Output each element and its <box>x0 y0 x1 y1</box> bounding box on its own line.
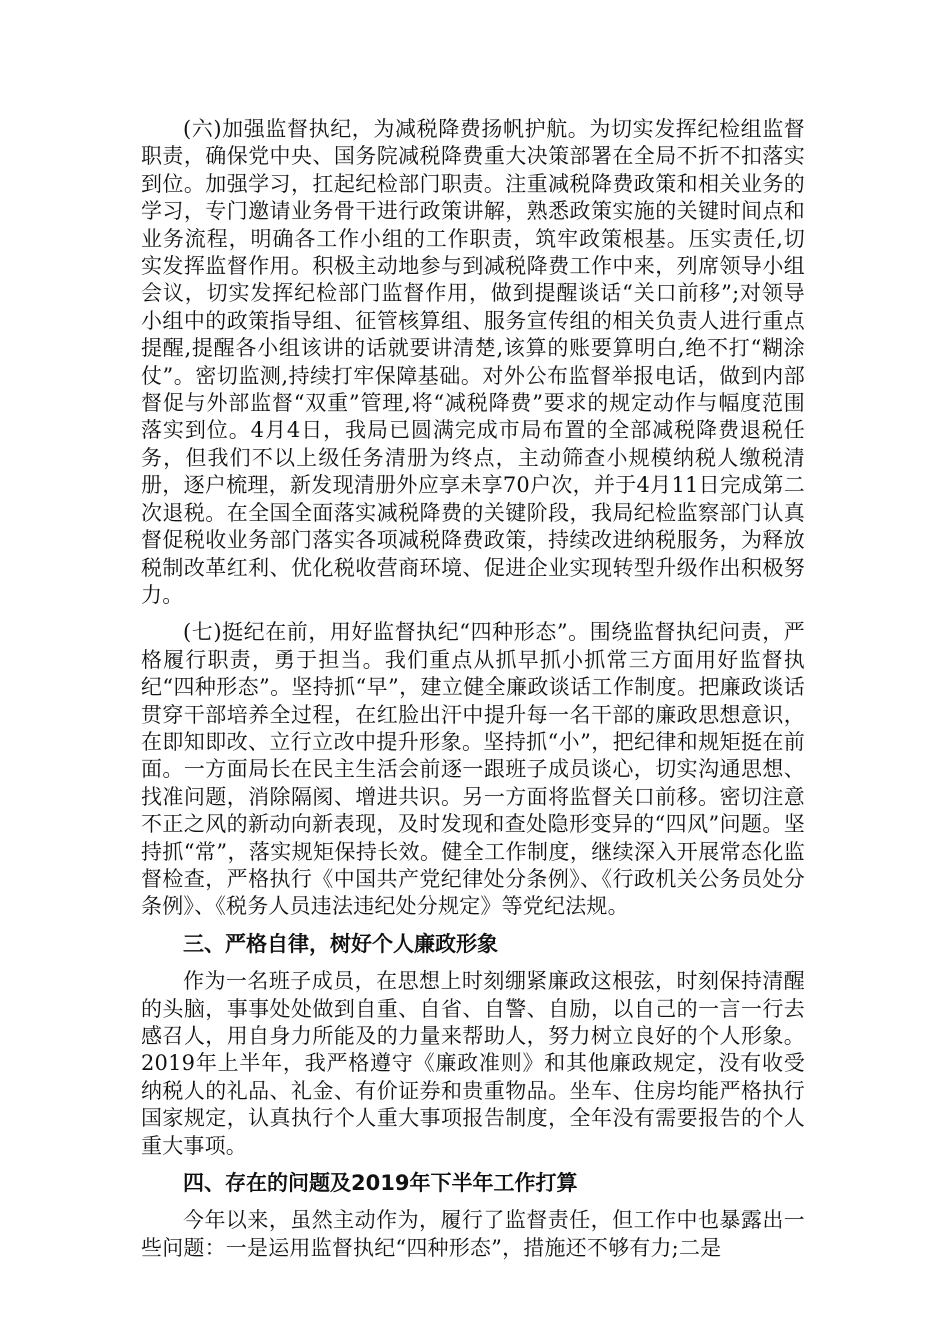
paragraph-seven-four-forms: (七)挺纪在前，用好监督执纪“四种形态”。围绕监督执纪问责，严格履行职责，勇于担当。我们重点从抓早抓小抓常三方面用好监督执纪“四种形态”。坚持抓“早”，建立健全廉政谈话工作制度。把廉政谈话贯穿干部培养全过程，在红脸出汗中提升每一名干部的廉政思想意识，在即知即改、立行立改中提升形象。坚持抓“小”，把纪律和规矩挺在前面。一方面局长在民主生活会前逐一跟班子成员谈心，切实沟通思想、找准问题，消除隔阂、增进共识。另一方面将监督关口前移。密切注意不正之风的新动向新表现，及时发现和查处隐形变异的“四风”问题。坚持抓“常”，落实规矩保持长效。健全工作制度，继续深入开展常态化监督检查，严格执行《中国共产党纪律处分条例》、《行政机关公务员处分条例》、《税务人员违法违纪处分规定》等党纪法规。 <box>141 620 805 919</box>
document-page <box>141 116 805 1272</box>
paragraph-self-discipline: 作为一名班子成员，在思想上时刻绷紧廉政这根弦，时刻保持清醒的头脑，事事处处做到自重、自省、自警、自励，以自己的一言一行去感召人，用自身力所能及的力量来帮助人，努力树立良好的个人形象。2019年上半年，我严格遵守《廉政准则》和其他廉政规定，没有收受纳税人的礼品、礼金、有价证券和贵重物品。坐车、住房均能严格执行国家规定，认真执行个人重大事项报告制度，全年没有需要报告的个人重大事项。 <box>141 969 805 1158</box>
section-heading-four: 四、存在的问题及2019年下半年工作打算 <box>183 1171 578 1196</box>
paragraph-problems: 今年以来，虽然主动作为，履行了监督责任，但工作中也暴露出一些问题：一是运用监督执纪“四种形态”，措施还不够有力;二是 <box>141 1208 805 1260</box>
paragraph-six-supervision: (六)加强监督执纪，为减税降费扬帆护航。为切实发挥纪检组监督职责，确保党中央、国务院减税降费重大决策部署在全局不折不扣落实到位。加强学习，扛起纪检部门职责。注重减税降费政策和相关业务的学习，专门邀请业务骨干进行政策讲解，熟悉政策实施的关键时间点和业务流程，明确各工作小组的工作职责，筑牢政策根基。压实责任,切实发挥监督作用。积极主动地参与到减税降费工作中来，列席领导小组会议，切实发挥纪检部门监督作用，做到提醒谈话“关口前移”;对领导小组中的政策指导组、征管核算组、服务宣传组的相关负责人进行重点提醒,提醒各小组该讲的话就要讲清楚,该算的账要算明白,绝不打“糊涂仗”。密切监测,持续打牢保障基础。对外公布监督举报电话，做到内部督促与外部监督“双重”管理,将“减税降费”要求的规定动作与幅度范围落实到位。4月4日，我局已圆满完成市局布置的全部减税降费退税任务，但我们不以上级任务清册为终点，主动筛查小规模纳税人缴税清册，逐户梳理，新发现清册外应享未享70户次，并于4月11日完成第二次退税。在全国全面落实减税降费的关键阶段，我局纪检监察部门认真督促税收业务部门落实各项减税降费政策，持续改进纳税服务，为释放税制改革红利、优化税收营商环境、促进企业实现转型升级作出积极努力。 <box>141 117 805 607</box>
section-heading-three: 三、严格自律，树好个人廉政形象 <box>183 931 498 956</box>
